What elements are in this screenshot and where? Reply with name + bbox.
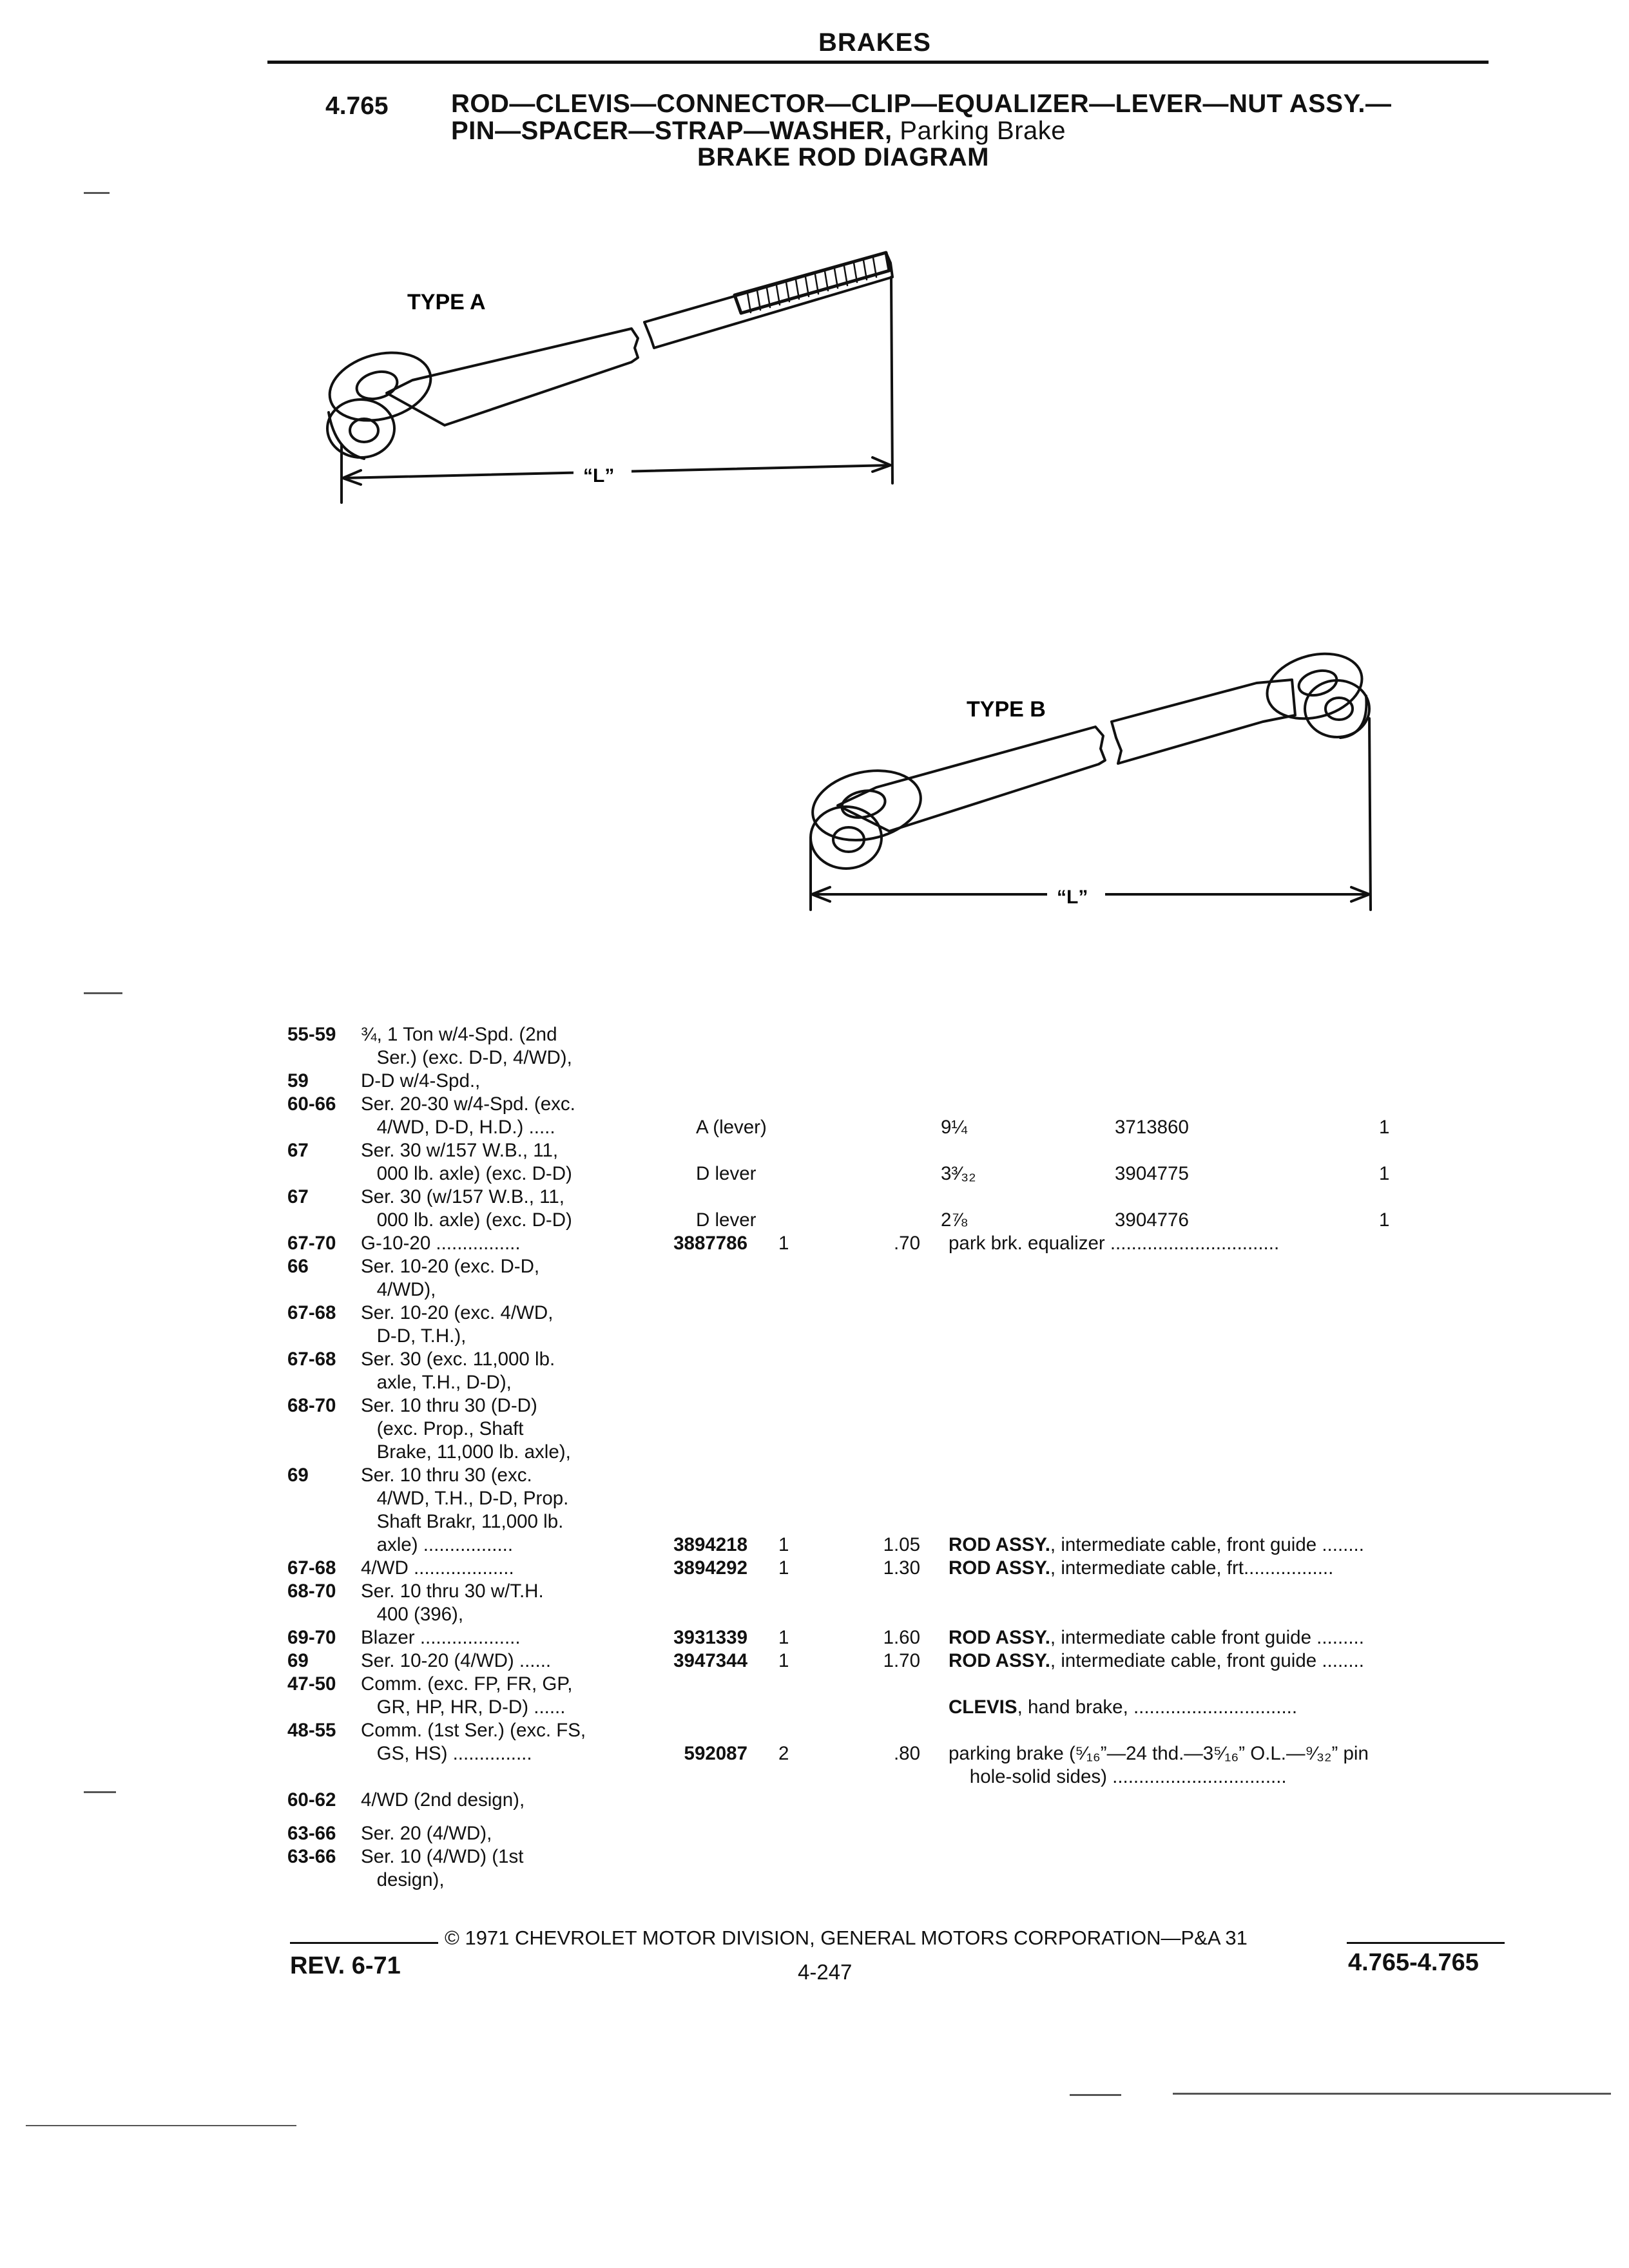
cell-app: design),: [361, 1869, 445, 1890]
cell-year: 67: [287, 1140, 309, 1161]
cell-n: 1: [778, 1534, 789, 1555]
cell-description: [949, 1649, 1364, 1673]
part-name: ROD ASSY.: [949, 1627, 1050, 1648]
cell-description: [949, 1742, 1369, 1765]
cell-qty: 1: [1379, 1117, 1390, 1138]
part-description: , intermediate cable, front guide ........: [1050, 1650, 1364, 1671]
cell-app: GR, HP, HR, D-D) ......: [361, 1696, 566, 1718]
part-description: , intermediate cable front guide .........: [1050, 1627, 1364, 1648]
cell-app: D-D w/4-Spd.,: [361, 1070, 481, 1091]
cell-type: D lever: [696, 1163, 757, 1184]
cell-app: 000 lb. axle) (exc. D-D): [361, 1209, 572, 1231]
part-description: parking brake (⁵⁄₁₆”—24 thd.—3⁵⁄₁₆” O.L.—⁹⁄₃₂” pin: [949, 1743, 1369, 1764]
cell-n: 1: [778, 1557, 789, 1579]
cell-app: Ser. 30 (w/157 W.B., 11,: [361, 1186, 564, 1207]
part-description: , intermediate cable, front guide ........: [1050, 1534, 1364, 1555]
cell-year: 48-55: [287, 1720, 336, 1741]
cell-part: 3904776: [1115, 1209, 1189, 1231]
cell-part: 3713860: [1115, 1117, 1189, 1138]
cell-app: Ser. 10 thru 30 w/T.H.: [361, 1581, 544, 1602]
type-b-label: TYPE B: [967, 697, 1046, 722]
cell-app: ¾, 1 Ton w/4-Spd. (2nd: [361, 1024, 557, 1045]
diagram-title: BRAKE ROD DIAGRAM: [697, 143, 989, 171]
part-description: park brk. equalizer ................................: [949, 1233, 1280, 1254]
cell-year: 59: [287, 1070, 309, 1091]
cell-app: Ser. 10-20 (exc. D-D,: [361, 1256, 540, 1277]
cell-year: 63-66: [287, 1823, 336, 1844]
cell-app: axle, T.H., D-D),: [361, 1372, 512, 1393]
cell-app: Comm. (1st Ser.) (exc. FS,: [361, 1720, 586, 1741]
cell-year: 69: [287, 1465, 309, 1486]
cell-app: axle) .................: [361, 1534, 514, 1555]
part-name: ROD ASSY.: [949, 1650, 1050, 1671]
cell-type: A (lever): [696, 1117, 767, 1138]
cell-description: [949, 1557, 1333, 1580]
section-title-suffix: Parking Brake: [892, 117, 1066, 145]
footer-page-number: 4-247: [798, 1960, 853, 1984]
cell-partno: 3947344: [673, 1650, 747, 1671]
cell-app: Blazer ...................: [361, 1627, 521, 1648]
cell-n: 2: [778, 1743, 789, 1764]
cell-year: 66: [287, 1256, 309, 1277]
margin-mark: [84, 1791, 116, 1793]
part-description: , intermediate cable, frt.................: [1050, 1557, 1334, 1579]
cell-year: 47-50: [287, 1673, 336, 1695]
cell-app: Shaft Brakr, 11,000 lb.: [361, 1511, 564, 1532]
cell-description: [949, 1696, 1297, 1719]
part-description: hole-solid sides) .................................: [949, 1766, 1287, 1787]
cell-app: G-10-20 ................: [361, 1233, 521, 1254]
cell-price: 1.60: [883, 1627, 920, 1648]
cell-app: Ser. 10 thru 30 (exc.: [361, 1465, 532, 1486]
cell-partno: 3894292: [673, 1557, 747, 1579]
cell-app: (exc. Prop., Shaft: [361, 1418, 524, 1439]
cell-n: 1: [778, 1233, 789, 1254]
cell-partno: 3894218: [673, 1534, 747, 1555]
cell-year: 67-70: [287, 1233, 336, 1254]
cell-app: D-D, T.H.),: [361, 1325, 467, 1347]
cell-qty: 1: [1379, 1163, 1390, 1184]
cell-year: 69: [287, 1650, 309, 1671]
cell-year: 67-68: [287, 1302, 336, 1323]
cell-year: 63-66: [287, 1846, 336, 1867]
section-number: 4.765: [325, 92, 389, 120]
cell-year: 60-66: [287, 1093, 336, 1115]
cell-partno: 592087: [684, 1743, 747, 1764]
cell-app: 4/WD, T.H., D-D, Prop.: [361, 1488, 569, 1509]
cell-qty: 1: [1379, 1209, 1390, 1231]
part-name: CLEVIS: [949, 1696, 1017, 1718]
footer-rule-right: [1347, 1942, 1505, 1944]
brake-rod-diagram: [0, 0, 1629, 966]
cell-price: .80: [893, 1743, 920, 1764]
cell-n: 1: [778, 1627, 789, 1648]
cell-app: Ser. 10 thru 30 (D-D): [361, 1395, 537, 1416]
cell-app: Comm. (exc. FP, FR, GP,: [361, 1673, 573, 1695]
cell-app: 4/WD ...................: [361, 1557, 514, 1579]
margin-mark: [84, 192, 110, 194]
type-a-dimension-label: “L”: [583, 465, 615, 486]
cell-app: 4/WD),: [361, 1279, 436, 1300]
type-b-rod: [806, 644, 1371, 910]
cell-n: 1: [778, 1650, 789, 1671]
cell-app: 400 (396),: [361, 1604, 464, 1625]
part-name: ROD ASSY.: [949, 1557, 1050, 1579]
cell-description: [949, 1765, 1287, 1789]
cell-partno: 3887786: [673, 1233, 747, 1254]
cell-app: Ser. 10-20 (exc. 4/WD,: [361, 1302, 554, 1323]
cell-app: 4/WD, D-D, H.D.) .....: [361, 1117, 555, 1138]
cell-description: [949, 1533, 1364, 1557]
cell-year: 69-70: [287, 1627, 336, 1648]
part-name: ROD ASSY.: [949, 1534, 1050, 1555]
part-description: , hand brake, ...............................: [1017, 1696, 1298, 1718]
cell-partno: 3931339: [673, 1627, 747, 1648]
margin-mark: [84, 992, 122, 994]
cell-len: 2⅞: [941, 1209, 968, 1231]
cell-app: Ser. 20 (4/WD),: [361, 1823, 492, 1844]
cell-app: 4/WD (2nd design),: [361, 1789, 525, 1811]
cell-len: 3³⁄₃₂: [941, 1163, 976, 1184]
cell-part: 3904775: [1115, 1163, 1189, 1184]
cell-description: [949, 1232, 1279, 1255]
cell-app: Ser. 30 w/157 W.B., 11,: [361, 1140, 559, 1161]
cell-app: Ser. 10-20 (4/WD) ......: [361, 1650, 552, 1671]
cell-app: Ser. 10 (4/WD) (1st: [361, 1846, 524, 1867]
cell-year: 67-68: [287, 1349, 336, 1370]
cell-app: Ser.) (exc. D-D, 4/WD),: [361, 1047, 572, 1068]
footer-rule-left: [290, 1942, 438, 1944]
cell-price: 1.70: [883, 1650, 920, 1671]
type-a-label: TYPE A: [407, 290, 486, 314]
cell-year: 68-70: [287, 1395, 336, 1416]
cell-year: 60-62: [287, 1789, 336, 1811]
cell-app: Brake, 11,000 lb. axle),: [361, 1441, 571, 1463]
cell-len: 9¼: [941, 1117, 968, 1138]
cell-app: 000 lb. axle) (exc. D-D): [361, 1163, 572, 1184]
cell-app: GS, HS) ...............: [361, 1743, 532, 1764]
cell-year: 67-68: [287, 1557, 336, 1579]
cell-price: 1.05: [883, 1534, 920, 1555]
cell-app: Ser. 20-30 w/4-Spd. (exc.: [361, 1093, 575, 1115]
cell-description: [949, 1626, 1364, 1649]
cell-year: 55-59: [287, 1024, 336, 1045]
cell-price: 1.30: [883, 1557, 920, 1579]
type-b-dimension-label: “L”: [1057, 887, 1088, 908]
cell-price: .70: [893, 1233, 920, 1254]
header-section-title: BRAKES: [818, 28, 931, 57]
margin-mark: [26, 2125, 296, 2126]
footer-copyright: © 1971 CHEVROLET MOTOR DIVISION, GENERAL MOTORS CORPORATION—P&A 31: [445, 1927, 1248, 1949]
section-title-line-2-bold: PIN—SPACER—STRAP—WASHER,: [451, 117, 892, 145]
cell-type: D lever: [696, 1209, 757, 1231]
footer-section-range: 4.765-4.765: [1348, 1949, 1479, 1976]
section-title-line-1: ROD—CLEVIS—CONNECTOR—CLIP—EQUALIZER—LEVER—NUT ASSY.—: [451, 90, 1392, 118]
margin-mark: [1173, 2093, 1611, 2095]
cell-year: 68-70: [287, 1581, 336, 1602]
cell-year: 67: [287, 1186, 309, 1207]
footer-revision: REV. 6-71: [290, 1952, 401, 1979]
cell-app: Ser. 30 (exc. 11,000 lb.: [361, 1349, 555, 1370]
margin-mark: [1070, 2094, 1121, 2096]
